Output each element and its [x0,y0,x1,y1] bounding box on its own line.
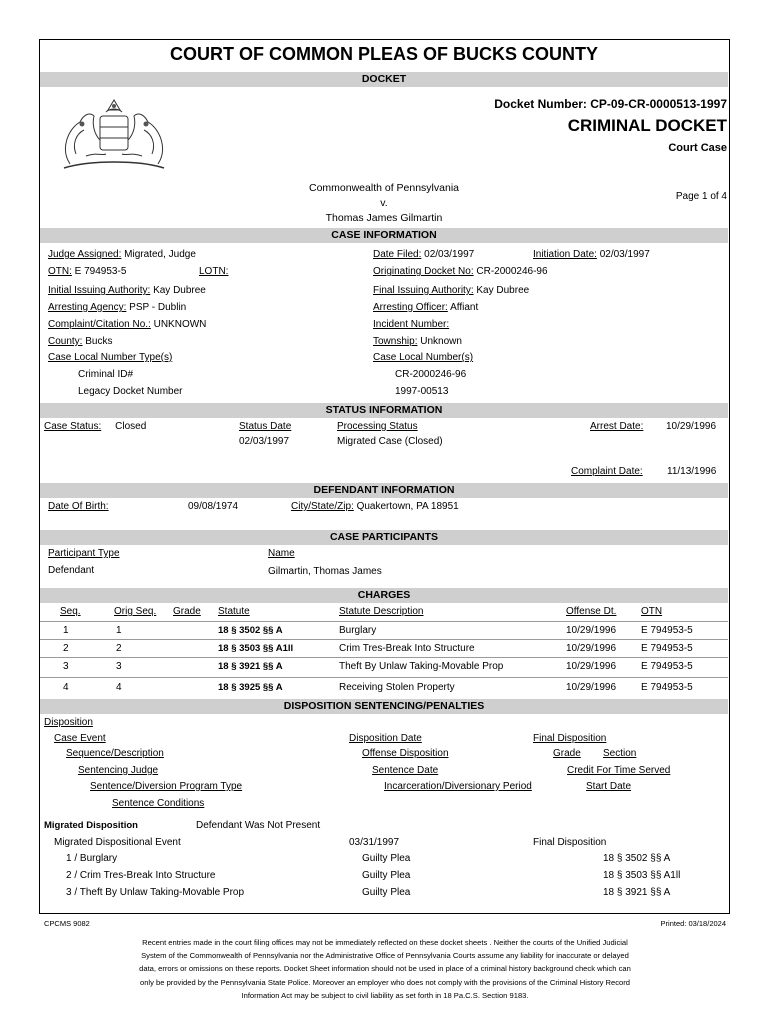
table-row-3-seq: 3 [63,661,69,672]
arresting-agency: Arresting Agency: PSP - Dublin [48,302,187,313]
table-row-1-orig-seq: 1 [116,625,122,636]
local-number-2: 1997-00513 [395,386,449,397]
table-row-4-description: Receiving Stolen Property [339,682,455,693]
table-row-1-statute: 18 § 3502 §§ A [218,625,283,636]
table-row-4-otn: E 794953-5 [641,682,693,693]
migrated-disposition-label: Migrated Disposition [44,820,138,831]
disposition-label: Disposition [44,717,93,728]
table-row-4-seq: 4 [63,682,69,693]
table-row-3-orig-seq: 3 [116,661,122,672]
charges-bar: CHARGES [40,588,728,603]
arrest-date-value: 10/29/1996 [666,421,717,432]
docket-bar: DOCKET [40,72,728,87]
table-row-4-offense-date: 10/29/1996 [566,682,617,693]
case-local-number-type-header: Case Local Number Type(s) [48,352,173,363]
otn: OTN: E 794953-5 [48,266,127,277]
disposition-item-3-section: 18 § 3921 §§ A [603,887,671,898]
complaint-date-value: 11/13/1996 [667,466,717,477]
status-date-header: Status Date [239,421,292,432]
table-row-3-offense-date: 10/29/1996 [566,661,617,672]
charges-header-seq: Seq. [60,606,81,617]
complaint-date-label: Complaint Date: [571,466,643,477]
court-title: COURT OF COMMON PLEAS OF BUCKS COUNTY [170,44,598,64]
disposition-item-3-plea: Guilty Plea [362,887,411,898]
table-row-2-offense-date: 10/29/1996 [566,643,617,654]
table-row-4-statute: 18 § 3925 §§ A [218,682,283,693]
disposition-item-2-plea: Guilty Plea [362,870,411,881]
disposition-item-1-plea: Guilty Plea [362,853,411,864]
participant-type-value: Defendant [48,565,95,576]
case-local-number-header: Case Local Number(s) [373,352,474,363]
processing-status-value: Migrated Case (Closed) [337,436,443,447]
originating-docket: Originating Docket No: CR-2000246-96 [373,266,548,277]
table-row-2-seq: 2 [63,643,69,654]
city-state-zip: City/State/Zip: Quakertown, PA 18951 [291,501,459,512]
arrest-date-label: Arrest Date: [590,421,644,432]
section-header: Section [603,748,637,759]
disposition-item-2-section: 18 § 3503 §§ A1ll [603,870,681,881]
court-case-label: Court Case [668,142,727,154]
disposition-bar: DISPOSITION SENTENCING/PENALTIES [40,699,728,714]
table-row-3-description: Theft By Unlaw Taking-Movable Prop [339,661,504,672]
table-row-2-description: Crim Tres-Break Into Structure [339,643,475,654]
table-row-1-otn: E 794953-5 [641,625,693,636]
charges-header-description: Statute Description [339,606,424,617]
status-information-bar: STATUS INFORMATION [40,403,728,418]
grade-header: Grade [553,748,581,759]
sentence-program-header: Sentence/Diversion Program Type [90,781,243,792]
township: Township: Unknown [373,336,462,347]
sentence-date-header: Sentence Date [372,765,439,776]
dob-value: 09/08/1974 [188,501,239,512]
pennsylvania-coat-of-arms-icon [50,94,178,174]
disposition-item-2: 2 / Crim Tres-Break Into Structure [66,870,216,881]
case-status: Case Status: Closed [44,421,147,432]
sentencing-judge-header: Sentencing Judge [78,765,159,776]
table-row-3-statute: 18 § 3921 §§ A [218,661,283,672]
docket-number: Docket Number: CP-09-CR-0000513-1997 [494,97,727,111]
county: County: Bucks [48,336,113,347]
charges-header-orig-seq: Orig Seq. [114,606,157,617]
dob-label: Date Of Birth: [48,501,109,512]
case-event-header: Case Event [54,733,106,744]
judge-assigned: Judge Assigned: Migrated, Judge [48,249,196,260]
charges-header-statute: Statute [218,606,250,617]
case-participants-bar: CASE PARTICIPANTS [40,530,728,545]
date-filed: Date Filed: 02/03/1997 [373,249,475,260]
start-date-header: Start Date [586,781,632,792]
defendant-not-present: Defendant Was Not Present [196,820,321,831]
offense-disposition-header: Offense Disposition [362,748,449,759]
complaint-citation: Complaint/Citation No.: UNKNOWN [48,319,207,330]
disclaimer-note: Recent entries made in the court filing offices may not be immediately reflected on these docket sheets . Neither the courts of the Unified Judicial System of the Commonwealth of Pennsylvania nor the Administrative Office of Pennsylvania Courts assume any liability for inaccurate or delayed data, errors or omissions on these reports. Docket Sheet information should not be used in place of a criminal history background check which can only be provided by the Pennsylvania State Police. Moreover an employer who does not comply with the provisions of the Criminal History Record Information Act may be subject to civil liability as set forth in 18 Pa.C.S. Section 9183. [139,938,631,1000]
participant-name-header: Name [268,548,295,559]
case-information-bar: CASE INFORMATION [40,228,728,243]
local-type-1: Criminal ID# [78,369,134,380]
sequence-description-header: Sequence/Description [66,748,164,759]
local-type-2: Legacy Docket Number [78,386,183,397]
caption-defendant: Thomas James Gilmartin [325,212,443,224]
charges-header-offense-date: Offense Dt. [566,606,617,617]
table-row-1-seq: 1 [63,625,69,636]
participant-name-value: Gilmartin, Thomas James [268,566,382,577]
final-issuing-authority: Final Issuing Authority: Kay Dubree [373,285,530,296]
local-number-1: CR-2000246-96 [395,369,467,380]
final-disposition-value: Final Disposition [533,837,607,848]
disposition-item-3: 3 / Theft By Unlaw Taking-Movable Prop [66,887,245,898]
initiation-date: Initiation Date: 02/03/1997 [533,249,650,260]
caption-v: v. [380,197,388,209]
final-disposition-header: Final Disposition [533,733,607,744]
defendant-information-bar: DEFENDANT INFORMATION [40,483,728,498]
charges-header-otn: OTN [641,606,663,617]
incarceration-period-header: Incarceration/Diversionary Period [384,781,532,792]
table-row-4-orig-seq: 4 [116,682,122,693]
event-date: 03/31/1997 [349,837,400,848]
incident-number: Incident Number: [373,319,450,330]
sentence-conditions-header: Sentence Conditions [112,798,205,809]
disposition-item-1: 1 / Burglary [66,853,118,864]
table-row-2-otn: E 794953-5 [641,643,693,654]
table-row-3-otn: E 794953-5 [641,661,693,672]
status-date-value: 02/03/1997 [239,436,290,447]
lotn: LOTN: [199,266,229,277]
disposition-date-header: Disposition Date [349,733,422,744]
initial-issuing-authority: Initial Issuing Authority: Kay Dubree [48,285,206,296]
charges-header-grade: Grade [173,606,201,617]
printed-date: Printed: 03/18/2024 [660,919,726,928]
table-row-2-statute: 18 § 3503 §§ A1ll [218,643,294,654]
table-row-2-orig-seq: 2 [116,643,122,654]
criminal-docket-title: CRIMINAL DOCKET [567,116,727,135]
table-row-1-offense-date: 10/29/1996 [566,625,617,636]
participant-type-header: Participant Type [48,548,120,559]
disposition-item-1-section: 18 § 3502 §§ A [603,853,671,864]
processing-status-header: Processing Status [337,421,418,432]
form-id: CPCMS 9082 [44,919,90,928]
page-indicator: Page 1 of 4 [675,191,727,202]
arresting-officer: Arresting Officer: Affiant [373,302,479,313]
caption-plaintiff: Commonwealth of Pennsylvania [309,182,459,194]
table-row-1-description: Burglary [339,625,377,636]
credit-time-served-header: Credit For Time Served [567,765,671,776]
migrated-event: Migrated Dispositional Event [54,837,181,848]
